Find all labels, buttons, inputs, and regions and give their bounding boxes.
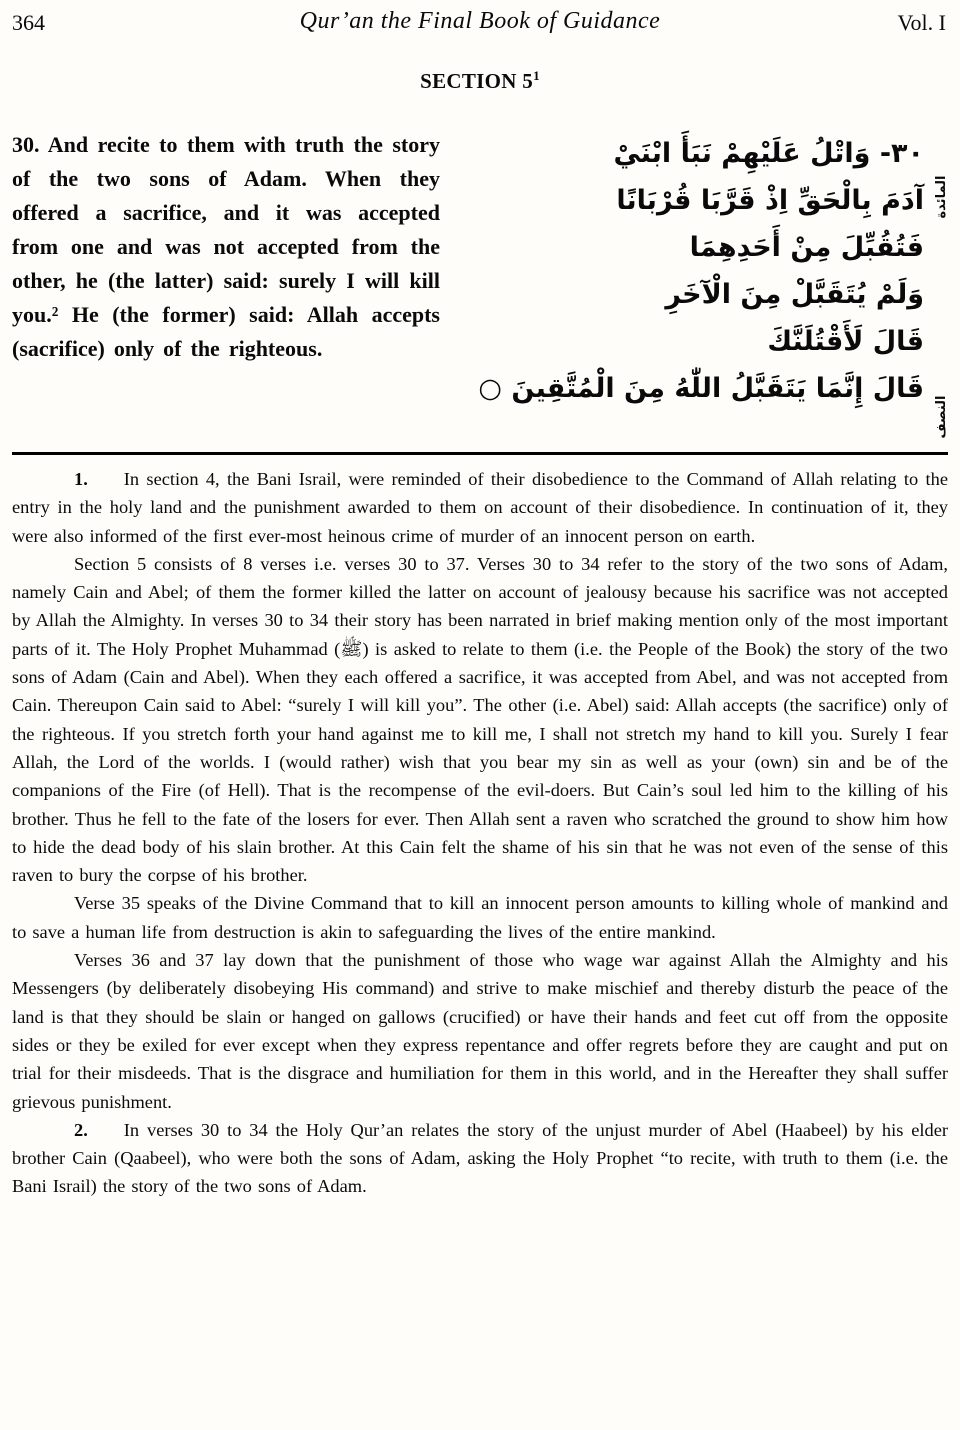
verse-block xyxy=(12,128,948,438)
divider-rule xyxy=(12,452,948,455)
footnote-number: 1. xyxy=(74,469,88,489)
arabic-line-4: وَلَمْ يُتَقَبَّلْ مِنَ الْآخَرِ xyxy=(665,279,924,310)
footnote-paragraph xyxy=(12,889,948,946)
arabic-line-3: فَتُقُبِّلَ مِنْ أَحَدِهِمَا xyxy=(689,232,924,263)
footnote-text: Section 5 consists of 8 verses i.e. verses 30 to 37. Verses 30 to 34 refer to the story of the two sons of Adam, namely Cain and Abel; of them the former killed the latter on account of jealousy because his sacrifice was not accepted by Allah the Almighty. In verses 30 to 34 their story has been narrated in brief making mention only of the most important parts of it. The Holy Prophet Muhammad (ﷺ) is asked to relate to them (i.e. the People of the Book) the story of the two sons of Adam (Cain and Abel). When they each offered a sacrifice, it was accepted from Abel, and was not accepted from Cain. Thereupon Cain said to Abel: “surely I will kill you”. The other (i.e. Abel) said: Allah accepts (the sacrifice) only of the righteous. If you stretch forth your hand against me to kill me, I shall not stretch my hand to kill you. Surely I fear Allah, the Lord of the worlds. I (would rather) wish that you bear my sin as well as your (own) sin and be of the companions of the Fire (of Hell). That is the recompense of the evil-doers. But Cain’s soul led him to the killing of his brother. Thus he fell to the fate of the losers for ever. Then Allah sent a raven who scratched the ground to show him how to hide the dead body of his slain brother. At this Cain felt the shame of his sin that he was not even of the sense of this raven to bury the corpse of his brother. xyxy=(12,553,948,886)
section-heading-text: SECTION 5 xyxy=(420,69,534,93)
footnote-text: In verses 30 to 34 the Holy Qur’an relates the story of the unjust murder of Abel (Haabeel) by his elder brother Cain (Qaabeel), who were both the sons of Adam, asking the Holy Prophet “to recite, with truth to them (i.e. the Bani Israil) the story of the two sons of Adam. xyxy=(12,1119,948,1197)
footnote-text: Verses 36 and 37 lay down that the punishment of those who wage war against Allah the Almighty and his Messengers (by deliberately disobeying His command) and strive to make mischief and thereby disturb the peace of the land is that they should be slain or hanged on gallows (crucified) or have their hands and feet cut off from the opposite sides or they be exiled for ever except when they express repentance and offer regrets before they are caught and put on trial for their misdeeds. That is the disgrace and humiliation for them in this world, and in the Hereafter they shall suffer grievous punishment. xyxy=(12,950,948,1112)
footnote-text: Verse 35 speaks of the Divine Command that to kill an innocent person amounts to killing whole of mankind and to save a human life from destruction is akin to safeguarding the lives of the entire mankind. xyxy=(12,893,948,942)
margin-annotation-surah: المائدة xyxy=(934,175,949,219)
page-header xyxy=(12,8,948,42)
footnote-paragraph xyxy=(12,1116,948,1201)
verse-translation-english: 30. And recite to them with truth the story of the two sons of Adam. When they offered a sacrifice, and it was accepted from one and was not accepted from the other, he (the latter) said: surely I will kill you.² He (the former) said: Allah accepts (sacrifice) only of the righteous. xyxy=(12,132,440,361)
arabic-line-5: قَالَ لَأَقْتُلَنَّكَ xyxy=(767,326,924,357)
arabic-line-2: آدَمَ بِالْحَقِّ اِذْ قَرَّبَا قُرْبَانًا xyxy=(616,185,924,216)
section-footnote-ref: 1 xyxy=(533,68,540,83)
footnote-paragraph xyxy=(12,550,948,890)
arabic-line-6: قَالَ إِنَّمَا يَتَقَبَّلُ اللّٰهُ مِنَ الْمُتَّقِينَ ○ xyxy=(478,373,924,404)
footnote-text: In section 4, the Bani Israil, were reminded of their disobedience to the Command of Allah relating to the entry in the holy land and the punishment awarded to them on account of their disobedience. In continuation of it, they were also informed of the first ever-most heinous crime of murder of an innocent person on earth. xyxy=(12,469,948,546)
section-heading xyxy=(12,68,948,94)
page-number: 364 xyxy=(12,10,45,35)
margin-annotation-half: النصف xyxy=(934,395,949,439)
footnote-number: 2. xyxy=(74,1119,88,1140)
volume-label: Vol. I xyxy=(897,10,946,35)
arabic-line-1: ٣٠- وَاتْلُ عَلَيْهِمْ نَبَأَ ابْنَيْ xyxy=(613,138,924,169)
footnote-paragraph xyxy=(12,465,948,550)
book-title: Qur’an the Final Book of Guidance xyxy=(299,8,661,34)
footnote-paragraph xyxy=(12,946,948,1116)
footnotes-section xyxy=(12,465,948,1201)
verse-arabic xyxy=(440,130,948,438)
